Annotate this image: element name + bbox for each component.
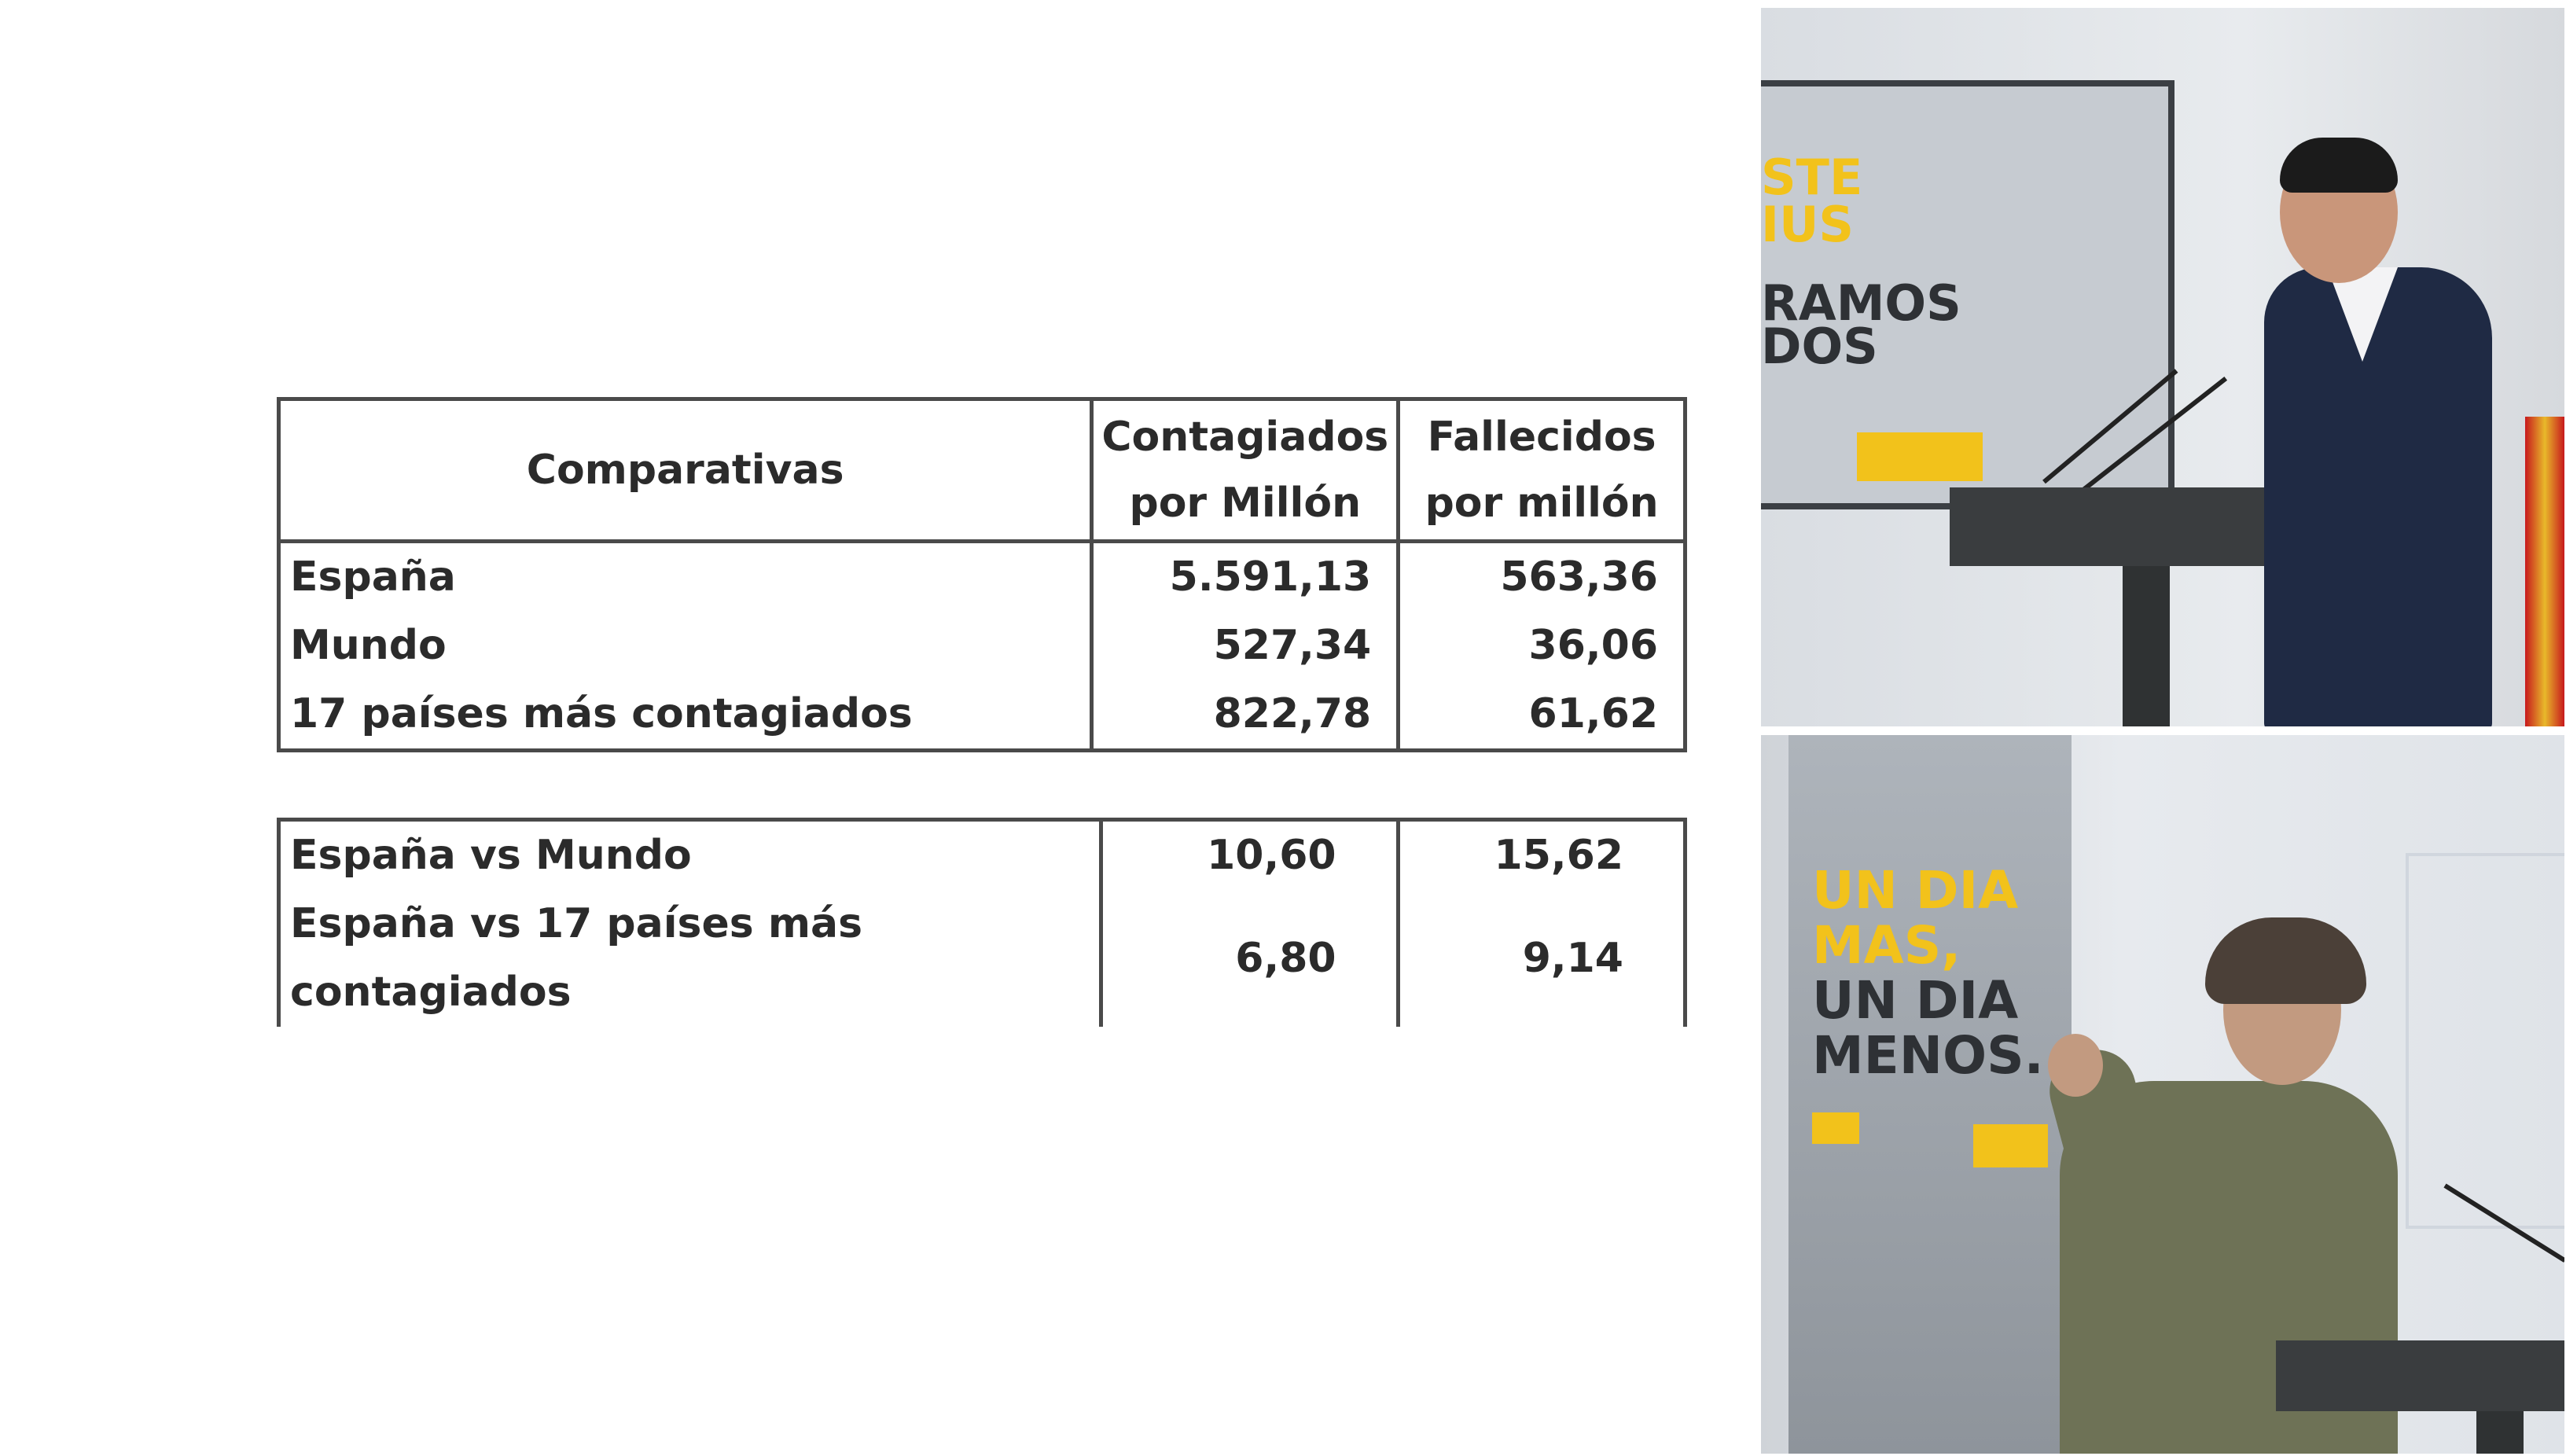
row-contagiados: 822,78 xyxy=(1092,680,1399,751)
row-label: España xyxy=(279,542,1092,612)
ratio-fallecidos: 15,62 xyxy=(1398,820,1685,891)
banner-small-logo xyxy=(1812,1112,1859,1144)
ratio-contagiados: 6,80 xyxy=(1101,890,1398,1027)
table-row xyxy=(279,680,1686,751)
speaker-hair xyxy=(2205,917,2366,1004)
government-logo-badge xyxy=(1857,432,1983,481)
row-label: 17 países más contagiados xyxy=(279,680,1092,751)
photo-press-conference-top xyxy=(1761,8,2564,726)
spanish-flag xyxy=(2525,417,2564,726)
ratio-fallecidos: 9,14 xyxy=(1398,890,1685,1027)
speaker-hand xyxy=(2048,1034,2103,1097)
row-fallecidos: 61,62 xyxy=(1399,680,1686,751)
banner-slogan-line2: MAS, xyxy=(1812,915,1961,976)
header-contagiados xyxy=(1092,399,1399,542)
header-contagiados-line1: Contagiados xyxy=(1101,414,1389,461)
podium-stand xyxy=(2476,1411,2524,1454)
podium-stand xyxy=(2123,566,2170,726)
header-fallecidos-line2: por millón xyxy=(1425,480,1659,527)
podium-top xyxy=(2276,1340,2564,1411)
table-row xyxy=(279,612,1686,680)
speaker-suit xyxy=(2264,267,2492,726)
header-fallecidos-line1: Fallecidos xyxy=(1427,414,1656,461)
banner-slogan-line4: MENOS. xyxy=(1812,1025,2044,1086)
ratio-label: España vs 17 países más contagiados xyxy=(279,890,1101,1027)
photo-press-conference-bottom xyxy=(1761,735,2564,1454)
ratio-label: España vs Mundo xyxy=(279,820,1101,891)
comparativas-table xyxy=(277,397,1687,752)
screen-slogan-line3: RAMOS xyxy=(1761,274,1961,332)
ratio-contagiados: 10,60 xyxy=(1101,820,1398,891)
header-contagiados-line2: por Millón xyxy=(1129,480,1362,527)
row-label: Mundo xyxy=(279,612,1092,680)
header-comparativas: Comparativas xyxy=(279,399,1092,542)
table-row xyxy=(279,820,1686,891)
table-row xyxy=(279,890,1686,1027)
header-fallecidos xyxy=(1399,399,1686,542)
screen-slogan-line2: IUS xyxy=(1761,196,1855,253)
background-building-graphic xyxy=(2406,853,2564,1229)
row-contagiados: 527,34 xyxy=(1092,612,1399,680)
government-logo-badge xyxy=(1973,1124,2048,1167)
table-header-row xyxy=(279,399,1686,542)
background-banner xyxy=(1788,735,2072,1454)
row-fallecidos: 36,06 xyxy=(1399,612,1686,680)
speaker-hair xyxy=(2280,138,2398,193)
comparison-table-container xyxy=(277,397,1687,1027)
screen-slogan-line4: DOS xyxy=(1761,318,1878,375)
row-fallecidos: 563,36 xyxy=(1399,542,1686,612)
ratios-table xyxy=(277,818,1687,1027)
banner-slogan-line1: UN DIA xyxy=(1812,860,2019,921)
table-row xyxy=(279,542,1686,612)
banner-slogan-line3: UN DIA xyxy=(1812,970,2019,1031)
screen-slogan-line1: STE xyxy=(1761,149,1863,206)
row-contagiados: 5.591,13 xyxy=(1092,542,1399,612)
